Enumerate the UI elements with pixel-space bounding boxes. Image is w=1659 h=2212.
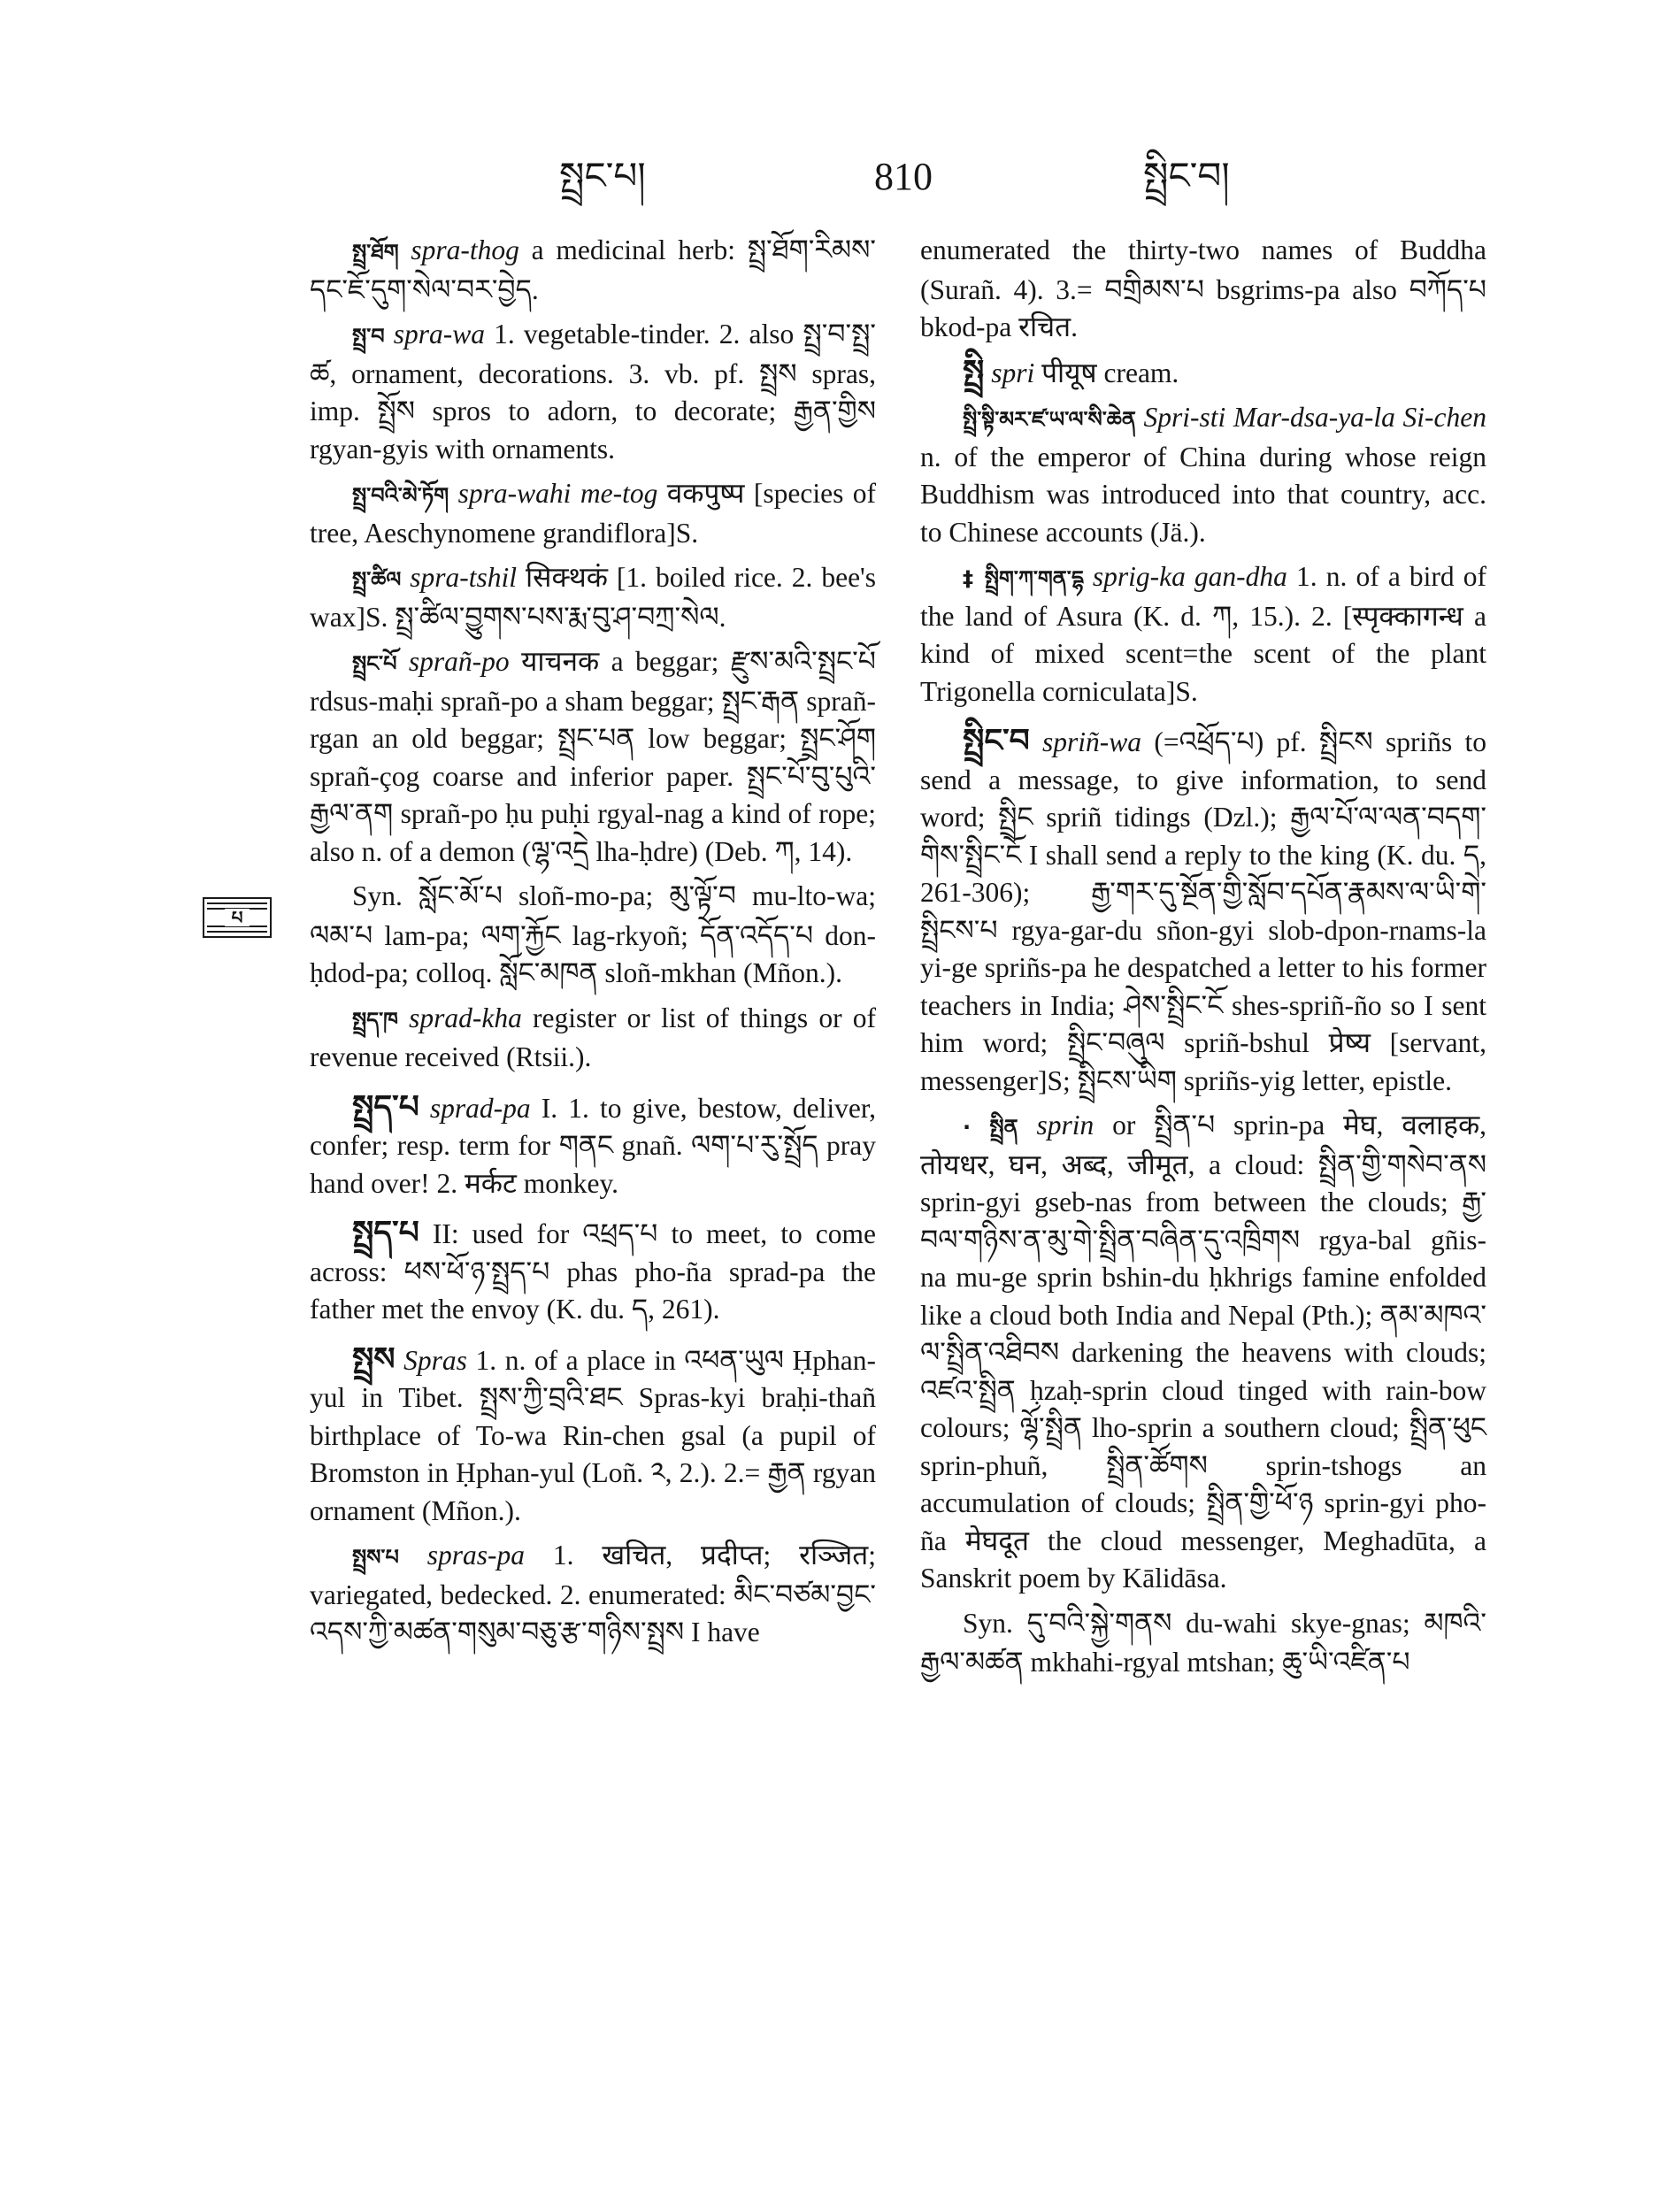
entry-body: n. of the emperor of China during whose reign Buddhism was introduced into that country, acc. to Chinese accounts (Jä.). xyxy=(920,441,1486,548)
thumb-index-tab xyxy=(202,895,273,940)
dict-entry xyxy=(920,723,1486,1100)
entry-headword: སྤྲ་བ xyxy=(352,324,385,349)
dict-entry-continued xyxy=(920,232,1486,347)
entry-transliteration: Spri-sti Mar-dsa-ya-la Si-chen xyxy=(1143,402,1487,433)
entry-transliteration: sprañ-po xyxy=(408,646,510,677)
entry-headword: སྤྲི་སྟི་མར་ཛ་ཡ་ལ་སི་ཆེན xyxy=(963,407,1136,432)
entry-transliteration: sprad-kha xyxy=(409,1002,522,1033)
entry-body: enumerated the thirty-two names of Buddha (Surañ. 4). 3.= བགྲིམས་པ bsgrims-pa also བཀོད་པ bkod-pa रचित. xyxy=(920,234,1486,342)
entry-headword: སྤྲ་ཚིལ xyxy=(352,567,402,592)
entry-body: register or list of things or of revenue received (Rtsii.). xyxy=(310,1002,876,1072)
entry-headword: · སྤྲིན xyxy=(963,1115,1018,1140)
dict-entry xyxy=(310,643,876,871)
dict-entry xyxy=(920,1107,1486,1598)
header-right-headword: སྤྲིང་བ། xyxy=(1143,154,1230,197)
dict-entry xyxy=(310,1089,876,1203)
entry-body: a medicinal herb: སྤྲ་ཐོག་རིམས་དང་ཇོ་དུག་སེལ་བར་བྱེད. xyxy=(310,234,877,305)
entry-transliteration: sprad-pa xyxy=(429,1092,531,1124)
entry-body: (=འཕྲོད་པ) pf. སྤྲིངས spriñs to send a message, to give information, to send word; སྤྲིང spriñ tidings (Dzl.); རྒྱལ་པོ་ལ་ལན་བདག་གིས་སྤྲིང་ངོ I shall send a reply to the king (K. du. ད, 261-306); རྒྱ་གར་དུ་སྔོན་གྱི་སློབ་དཔོན་རྣམས་ལ་ཡི་གེ་སྤྲིངས་པ rgya-gar-du sñon-gyi slob-dpon-rnams-la yi-ge spriñs-pa he despatched a letter to his former teachers in India; ཤེས་སྤྲིང་ངོ shes-spriñ-ño so I sent him word; སྤྲིང་བཞུལ spriñ-bshul प्रेष्य [servant, messenger]S; སྤྲིངས་ཡིག spriñs-yig letter, epistle. xyxy=(920,726,1487,1096)
entry-headword: སྤྲིང་བ xyxy=(963,723,1030,759)
entry-body: Syn. དུ་བའི་སྐྱེ་གནས du-wahi skye-gnas; མཁའི་རྒྱལ་མཚན mkhahi-rgyal mtshan; ཆུ་ཡི་འཛིན་པ xyxy=(920,1607,1486,1678)
dict-entry xyxy=(920,399,1486,551)
entry-headword: ‡ སྤྲིག་ཀ་གན་དྷ xyxy=(963,566,1084,591)
entry-headword: སྤྲ་ཐོག xyxy=(352,240,399,265)
entry-transliteration: spra-wa xyxy=(393,319,486,349)
dict-entry-synonyms xyxy=(310,878,876,993)
entry-body: 1. n. of a bird of the land of Asura (K. d. ཀ, 15.). 2. [स्पृक्कागन्ध a kind of mixed scent=the scent of the plant Trigonella corniculata]S. xyxy=(920,561,1487,707)
entry-transliteration: spriñ-wa xyxy=(1042,726,1142,757)
header-left-headword: སྤྲང་པ། xyxy=(559,154,646,197)
dict-entry xyxy=(310,1215,876,1329)
entry-body: 1. खचित, प्रदीप्त; रञ्जित; variegated, bedecked. 2. enumerated: མིང་བཙམ་བྱང་འདས་ཀྱི་མཚན་གསུམ་བཅུ་རྩ་གཉིས་སྤྲས I have xyxy=(310,1540,877,1647)
left-column xyxy=(310,232,876,1659)
entry-body: पीयूष cream. xyxy=(1041,357,1179,388)
dict-entry xyxy=(310,475,876,552)
page-number: 810 xyxy=(874,155,933,198)
dict-entry xyxy=(310,559,876,636)
thumb-index-icon xyxy=(202,895,273,940)
entry-body: II: used for འཕྲད་པ to meet, to come across: ཕས་ཕོ་ཉ་སྤྲད་པ phas pho-ña sprad-pa the father met the envoy (K. du. ད, 261). xyxy=(310,1218,876,1325)
right-column xyxy=(920,232,1486,1689)
entry-transliteration: sprin xyxy=(1036,1110,1094,1141)
entry-body: याचनक a beggar; རྫུས་མའི་སྤྲང་པོ rdsus-maḥi sprañ-po a sham beggar; སྤྲང་རྒན sprañ-rgan an old beggar; སྤྲང་པན low beggar; སྤྲང་ཤོག sprañ-çog coarse and inferior paper. སྤྲང་པོ་བུ་པུའི་རྒྱལ་ནག sprañ-po ḥu puḥi rgyal-nag a kind of rope; also n. of a demon (ལྷ་འདྲེ lha-ḥdre) (Deb. ཀ, 14). xyxy=(310,646,876,867)
dict-entry xyxy=(920,354,1486,393)
entry-headword: སྤྲད་ཁ xyxy=(352,1007,398,1033)
dict-entry xyxy=(310,1341,876,1531)
entry-transliteration: spri xyxy=(991,357,1035,388)
dict-entry xyxy=(310,1537,876,1652)
thumb-tab-letter: པ xyxy=(231,907,243,928)
entry-transliteration: spras-pa xyxy=(426,1540,525,1571)
dict-entry xyxy=(310,1000,876,1077)
entry-body: 1. n. of a place in འཕན་ཡུལ Ḥphan-yul in Tibet. སྤྲས་ཀྱི་བྲའི་ཐང Spras-kyi braḥi-thañ birthplace of To-wa Rin-chen gsal (a pupil of Bromston in Ḥphan-yul (Loñ. ༢, 2.). 2.= རྒྱན rgyan ornament (Mñon.). xyxy=(310,1344,877,1526)
entry-headword: སྤྲད་པ xyxy=(352,1215,419,1251)
entry-body: or སྤྲིན་པ sprin-pa मेघ, वलाहक, तोयधर, घन, अब्द, जीमूत, a cloud: སྤྲིན་གྱི་གསེབ་ནས sprin-gyi gseb-nas from between the clouds; རྒྱ་བལ་གཉིས་ན་མུ་གེ་སྤྲིན་བཞིན་དུ་འཁྲིགས rgya-bal gñis-na mu-ge sprin bshin-du ḥkhrigs famine enfolded like a cloud both India and Nepal (Pth.); ནམ་མཁའ་ལ་སྤྲིན་འཐིབས darkening the heavens with clouds; འཛའ་སྤྲིན ḥzaḥ-sprin cloud tinged with rain-bow colours; ལྷོ་སྤྲིན lho-sprin a southern cloud; སྤྲིན་ཕུང sprin-phuñ, སྤྲིན་ཚོགས sprin-tshogs an accumulation of clouds; སྤྲིན་གྱི་ཕོ་ཉ sprin-gyi pho-ña मेघदूत the cloud messenger, Meghadūta, a Sanskrit poem by Kālidāsa. xyxy=(920,1110,1487,1594)
entry-transliteration: spra-wahi me-tog xyxy=(457,478,658,509)
entry-headword: སྤྲས xyxy=(352,1340,396,1378)
entry-headword: སྤྲ་བའི་མེ་ཏོག xyxy=(352,483,449,508)
entry-body: Syn. སློང་མོ་པ sloñ-mo-pa; མུ་ལྟོ་བ mu-lto-wa; ལམ་པ lam-pa; ལག་རྐྱོང lag-rkyoñ; དོན་འདོད་པ don-ḥdod-pa; colloq. སློང་མཁན sloñ-mkhan (Mñon.). xyxy=(310,880,876,988)
entry-headword: སྤྲི xyxy=(963,353,985,390)
entry-headword: སྤྲད་པ xyxy=(352,1088,419,1125)
entry-transliteration: spra-tshil xyxy=(410,562,518,593)
dict-entry xyxy=(310,232,876,309)
entry-transliteration: spra-thog xyxy=(411,234,519,265)
dict-entry xyxy=(310,316,876,468)
dict-entry-synonyms xyxy=(920,1605,1486,1682)
entry-body: सिक्थकं [1. boiled rice. 2. bee's wax]S. སྤྲ་ཚིལ་བྱུགས་པས་རྨ་བུ་ཤ་བཀྲ་སེལ. xyxy=(310,562,876,633)
entry-transliteration: Spras xyxy=(403,1344,467,1376)
entry-body: 1. vegetable-tinder. 2. also སྤྲ་བ་སྤྲ་ཚ, ornament, decorations. 3. vb. pf. སྤྲས spras, imp. སྤྲོས spros to adorn, to decorate; རྒྱན་གྱིས rgyan-gyis with ornaments. xyxy=(310,319,876,465)
entry-body: I. 1. to give, bestow, deliver, confer; resp. term for གནང gnañ. ལག་པ་རུ་སྤྲོད pray hand over! 2. मर्कट monkey. xyxy=(310,1092,877,1199)
entry-transliteration: sprig-ka gan-dha xyxy=(1092,561,1287,592)
entry-headword: སྤྲང་པོ xyxy=(352,651,397,676)
entry-body: वकपुष्प [species of tree, Aeschynomene grandiflora]S. xyxy=(310,478,877,549)
entry-headword: སྤྲས་པ xyxy=(352,1545,399,1570)
dict-entry xyxy=(920,558,1486,710)
